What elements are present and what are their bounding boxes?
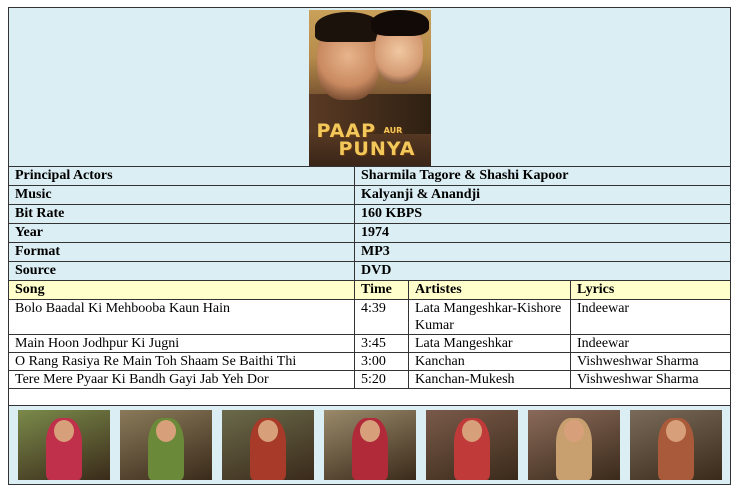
page-container — [8, 7, 730, 485]
screenshot-strip — [9, 406, 730, 480]
info-label: Year — [9, 224, 355, 243]
info-row-bitrate — [9, 205, 731, 224]
song-lyrics: Vishweshwar Sharma — [571, 353, 731, 371]
info-value: Sharmila Tagore & Shashi Kapoor — [355, 167, 731, 186]
song-time: 3:45 — [355, 335, 409, 353]
header-lyrics: Lyrics — [571, 281, 731, 300]
song-artistes: Kanchan — [409, 353, 571, 371]
info-label: Principal Actors — [9, 167, 355, 186]
song-lyrics: Vishweshwar Sharma — [571, 371, 731, 389]
screenshot-thumbnail — [630, 410, 722, 480]
song-lyrics: Indeewar — [571, 335, 731, 353]
cover-title: PAAP $^{AUR}$ PUNYA — [316, 119, 416, 160]
songs-header-row — [9, 281, 731, 300]
album-cover-image — [309, 10, 431, 166]
header-song: Song — [9, 281, 355, 300]
info-label: Format — [9, 243, 355, 262]
info-row-actors — [9, 167, 731, 186]
info-row-format — [9, 243, 731, 262]
info-value: MP3 — [355, 243, 731, 262]
info-row-source — [9, 262, 731, 281]
header-time: Time — [355, 281, 409, 300]
screenshot-thumbnail — [18, 410, 110, 480]
cover-cell — [9, 8, 731, 167]
info-label: Bit Rate — [9, 205, 355, 224]
song-title: Tere Mere Pyaar Ki Bandh Gayi Jab Yeh Dor — [9, 371, 355, 389]
info-value: 1974 — [355, 224, 731, 243]
screenshot-thumbnail — [120, 410, 212, 480]
screenshot-thumbnail — [222, 410, 314, 480]
table-row — [9, 353, 731, 371]
album-info-table — [8, 7, 731, 485]
song-artistes: Lata Mangeshkar — [409, 335, 571, 353]
song-artistes: Lata Mangeshkar-Kishore Kumar — [409, 300, 571, 335]
song-time: 4:39 — [355, 300, 409, 335]
table-row — [9, 335, 731, 353]
screenshot-thumbnail — [528, 410, 620, 480]
info-label: Source — [9, 262, 355, 281]
info-value: Kalyanji & Anandji — [355, 186, 731, 205]
song-title: Main Hoon Jodhpur Ki Jugni — [9, 335, 355, 353]
spacer-row — [9, 389, 731, 406]
info-value: DVD — [355, 262, 731, 281]
header-artistes: Artistes — [409, 281, 571, 300]
song-title: Bolo Baadal Ki Mehbooba Kaun Hain — [9, 300, 355, 335]
song-lyrics: Indeewar — [571, 300, 731, 335]
screenshot-thumbnail — [324, 410, 416, 480]
info-value: 160 KBPS — [355, 205, 731, 224]
screenshot-thumbnail — [426, 410, 518, 480]
info-label: Music — [9, 186, 355, 205]
song-time: 3:00 — [355, 353, 409, 371]
info-row-year — [9, 224, 731, 243]
song-artistes: Kanchan-Mukesh — [409, 371, 571, 389]
screenshots-cell — [9, 406, 731, 485]
song-time: 5:20 — [355, 371, 409, 389]
table-row — [9, 371, 731, 389]
song-title: O Rang Rasiya Re Main Toh Shaam Se Baithi Thi — [9, 353, 355, 371]
info-row-music — [9, 186, 731, 205]
table-row — [9, 300, 731, 335]
